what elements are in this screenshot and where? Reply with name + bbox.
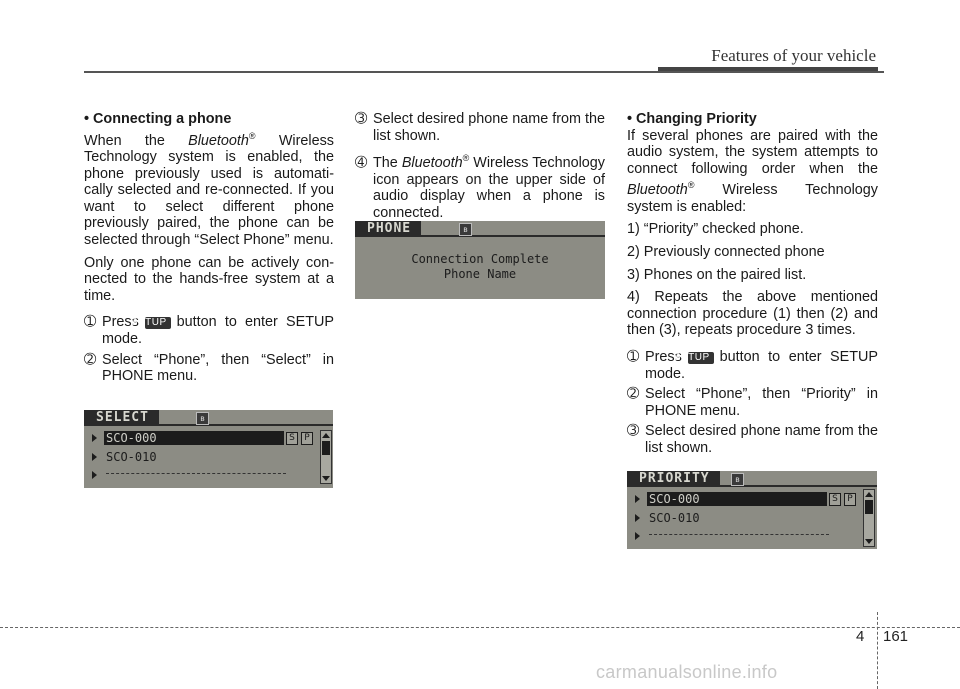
s-badge-icon: S (829, 493, 841, 506)
p-badge-icon: P (844, 493, 856, 506)
empty-row (649, 534, 829, 535)
step-2: ➁ Select “Phone”, then “Priority” in PHONE menu. (627, 386, 878, 419)
select-screen (84, 410, 333, 488)
priority-heading: • Changing Priority (627, 111, 757, 127)
priority-item-1: 1) “Priority” checked phone. (627, 221, 804, 238)
left-column (84, 111, 334, 389)
bluetooth-icon: ʙ (196, 412, 209, 425)
middle-column (355, 111, 605, 225)
footer-divider (877, 612, 878, 689)
setup-button-icon: SETUP (145, 317, 171, 329)
step-1: ➀ PressSETUP button to enter SETUP mode. (84, 314, 334, 347)
s-badge-icon: S (286, 432, 298, 445)
priority-item-2: 2) Previously connected phone (627, 243, 825, 260)
row-arrow-icon (635, 532, 640, 540)
empty-row (106, 473, 286, 474)
priority-item-4: 4) Repeats the above mentioned connection procedure (1) then (2) and then (3), repeats procedure 3 times. (627, 289, 878, 339)
connection-status: Connection Complete (411, 252, 549, 266)
row-arrow-icon (635, 495, 640, 503)
row-arrow-icon (92, 453, 97, 461)
row-arrow-icon (92, 434, 97, 442)
connecting-paragraph: When the Bluetooth® Wireless Technology system is enabled, the phone previously used is automati-cally selected and re-connected. If you want to select different phone previously paired, the phone can be selected through “Select Phone” menu. (84, 130, 334, 248)
watermark-text: carmanualsonline.info (596, 662, 778, 682)
scroll-down-icon (322, 476, 330, 481)
scroll-up-icon (322, 433, 330, 438)
step-1: ➀ PressSETUP button to enter SETUP mode. (627, 348, 878, 382)
right-column (627, 111, 878, 460)
header-rule (84, 71, 884, 73)
list-item: SCO-010 (649, 511, 700, 525)
step-3: ➂ Select desired phone name from the list shown. (627, 423, 878, 456)
scrollbar (863, 489, 875, 547)
connecting-heading: • Connecting a phone (84, 111, 232, 127)
priority-screen-title: PRIORITY (627, 471, 720, 487)
scroll-up-icon (865, 492, 873, 497)
list-item: SCO-000 (647, 492, 827, 506)
scroll-down-icon (865, 539, 873, 544)
bluetooth-icon: ʙ (731, 473, 744, 486)
phone-screen-title: PHONE (355, 221, 421, 237)
row-arrow-icon (635, 514, 640, 522)
footer-rule (0, 627, 960, 628)
phone-screen (355, 221, 605, 299)
page-number: 161 (883, 628, 909, 645)
select-screen-title: SELECT (84, 410, 159, 426)
p-badge-icon: P (301, 432, 313, 445)
row-arrow-icon (92, 471, 97, 479)
bluetooth-icon: ʙ (459, 223, 472, 236)
list-item: SCO-000 (104, 431, 284, 445)
chapter-number: 4 (856, 628, 865, 645)
priority-screen (627, 471, 877, 549)
scroll-thumb (865, 500, 873, 514)
step-3: ➂ Select desired phone name from the list shown. (355, 111, 605, 144)
list-item: SCO-010 (106, 450, 157, 464)
priority-item-3: 3) Phones on the paired list. (627, 266, 807, 283)
priority-paragraph: If several phones are paired with the audio system, the system attempts to connect following order when the Bluetooth® Wireless Technology system is enabled: (627, 127, 878, 215)
scrollbar (320, 430, 332, 484)
step-2: ➁ Select “Phone”, then “Select” in PHONE menu. (84, 351, 334, 385)
header-title: Features of your vehicle (711, 46, 876, 65)
step-4: ➃ The Bluetooth® Wireless Technology icon appears on the upper side of audio display when a phone is connected. (355, 153, 605, 221)
setup-button-icon: SETUP (688, 352, 714, 364)
scroll-thumb (322, 441, 330, 455)
phone-name: Phone Name (443, 267, 517, 281)
single-phone-paragraph: Only one phone can be actively con-nected to the hands-free system at a time. (84, 254, 334, 304)
